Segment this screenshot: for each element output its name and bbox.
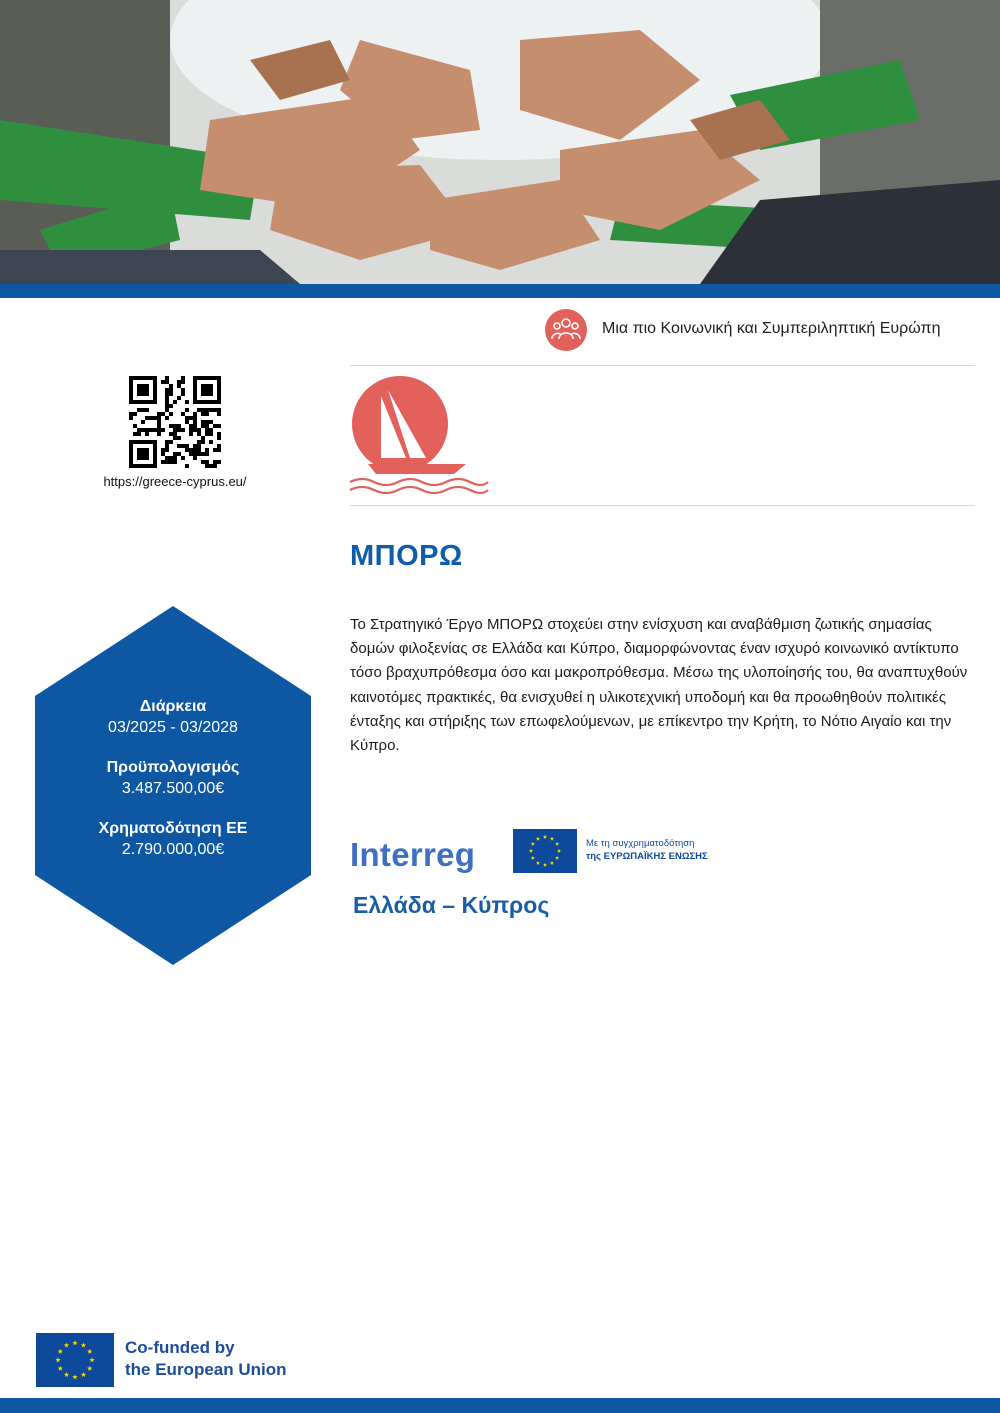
eu-cofunded-text bbox=[125, 1337, 287, 1381]
people-group-icon bbox=[545, 309, 587, 351]
project-logo-sailboat bbox=[348, 376, 493, 498]
project-title: ΜΠΟΡΩ bbox=[350, 540, 463, 572]
bottom-blue-band bbox=[0, 1398, 1000, 1413]
project-description: Το Στρατηγικό Έργο ΜΠΟΡΩ στοχεύει στην ενίσχυση και αναβάθμιση ζωτικής σημασίας δομών φιλοξενίας σε Ελλάδα και Κύπρο, διαμορφώνοντας έναν ισχυρό κοινωνικό αντίκτυπο τόσο βραχυπρόθεσμα όσο και μακροπρόθεσμα. Μέσω της υλοποίησής του, θα αναπτυχθούν καινοτόμες πρακτικές, θα ενισχυθεί η υλικοτεχνική υποδομή και θα προωθηθούν πολιτικές ένταξης και στήριξης των επωφελούμενων, με επίκεντρο την Κρήτη, το Νότιο Αιγαίο και την Κύπρο. bbox=[350, 616, 968, 755]
theme-label: Μια πιο Κοινωνική και Συμπεριληπτική Ευρώπη bbox=[602, 320, 941, 337]
hands-illustration bbox=[0, 0, 1000, 284]
eu-line2: the European Union bbox=[125, 1360, 287, 1379]
budget-label: Προϋπολογισμός bbox=[106, 759, 240, 776]
eu-funding-value: 2.790.000,00€ bbox=[121, 841, 225, 858]
cofinancing-text bbox=[586, 837, 708, 863]
eu-flag-icon bbox=[513, 829, 577, 873]
eu-flag-footer-icon bbox=[36, 1333, 114, 1387]
qr-code[interactable] bbox=[129, 376, 221, 468]
interreg-logo: Interreg bbox=[350, 836, 476, 873]
budget-value: 3.487.500,00€ bbox=[121, 780, 225, 797]
duration-label: Διάρκεια bbox=[139, 698, 207, 715]
website-url[interactable]: https://greece-cyprus.eu/ bbox=[103, 474, 247, 489]
theme-priority bbox=[545, 308, 975, 352]
top-blue-band bbox=[0, 284, 1000, 298]
eu-line1: Co-funded by bbox=[125, 1338, 235, 1357]
duration-value: 03/2025 - 03/2028 bbox=[108, 719, 238, 736]
divider-top bbox=[350, 365, 975, 366]
divider-bottom bbox=[350, 505, 975, 506]
cofinancing-line2: της ΕΥΡΩΠΑΪΚΗΣ ΕΝΩΣΗΣ bbox=[586, 851, 708, 862]
programme-name: Ελλάδα – Κύπρος bbox=[353, 892, 550, 918]
cofinancing-line1: Με τη συγχρηματοδότηση bbox=[586, 838, 695, 849]
eu-funding-label: Χρηματοδότηση ΕΕ bbox=[98, 820, 248, 837]
hero-photo bbox=[0, 0, 1000, 284]
project-facts-hexagon bbox=[35, 606, 311, 965]
